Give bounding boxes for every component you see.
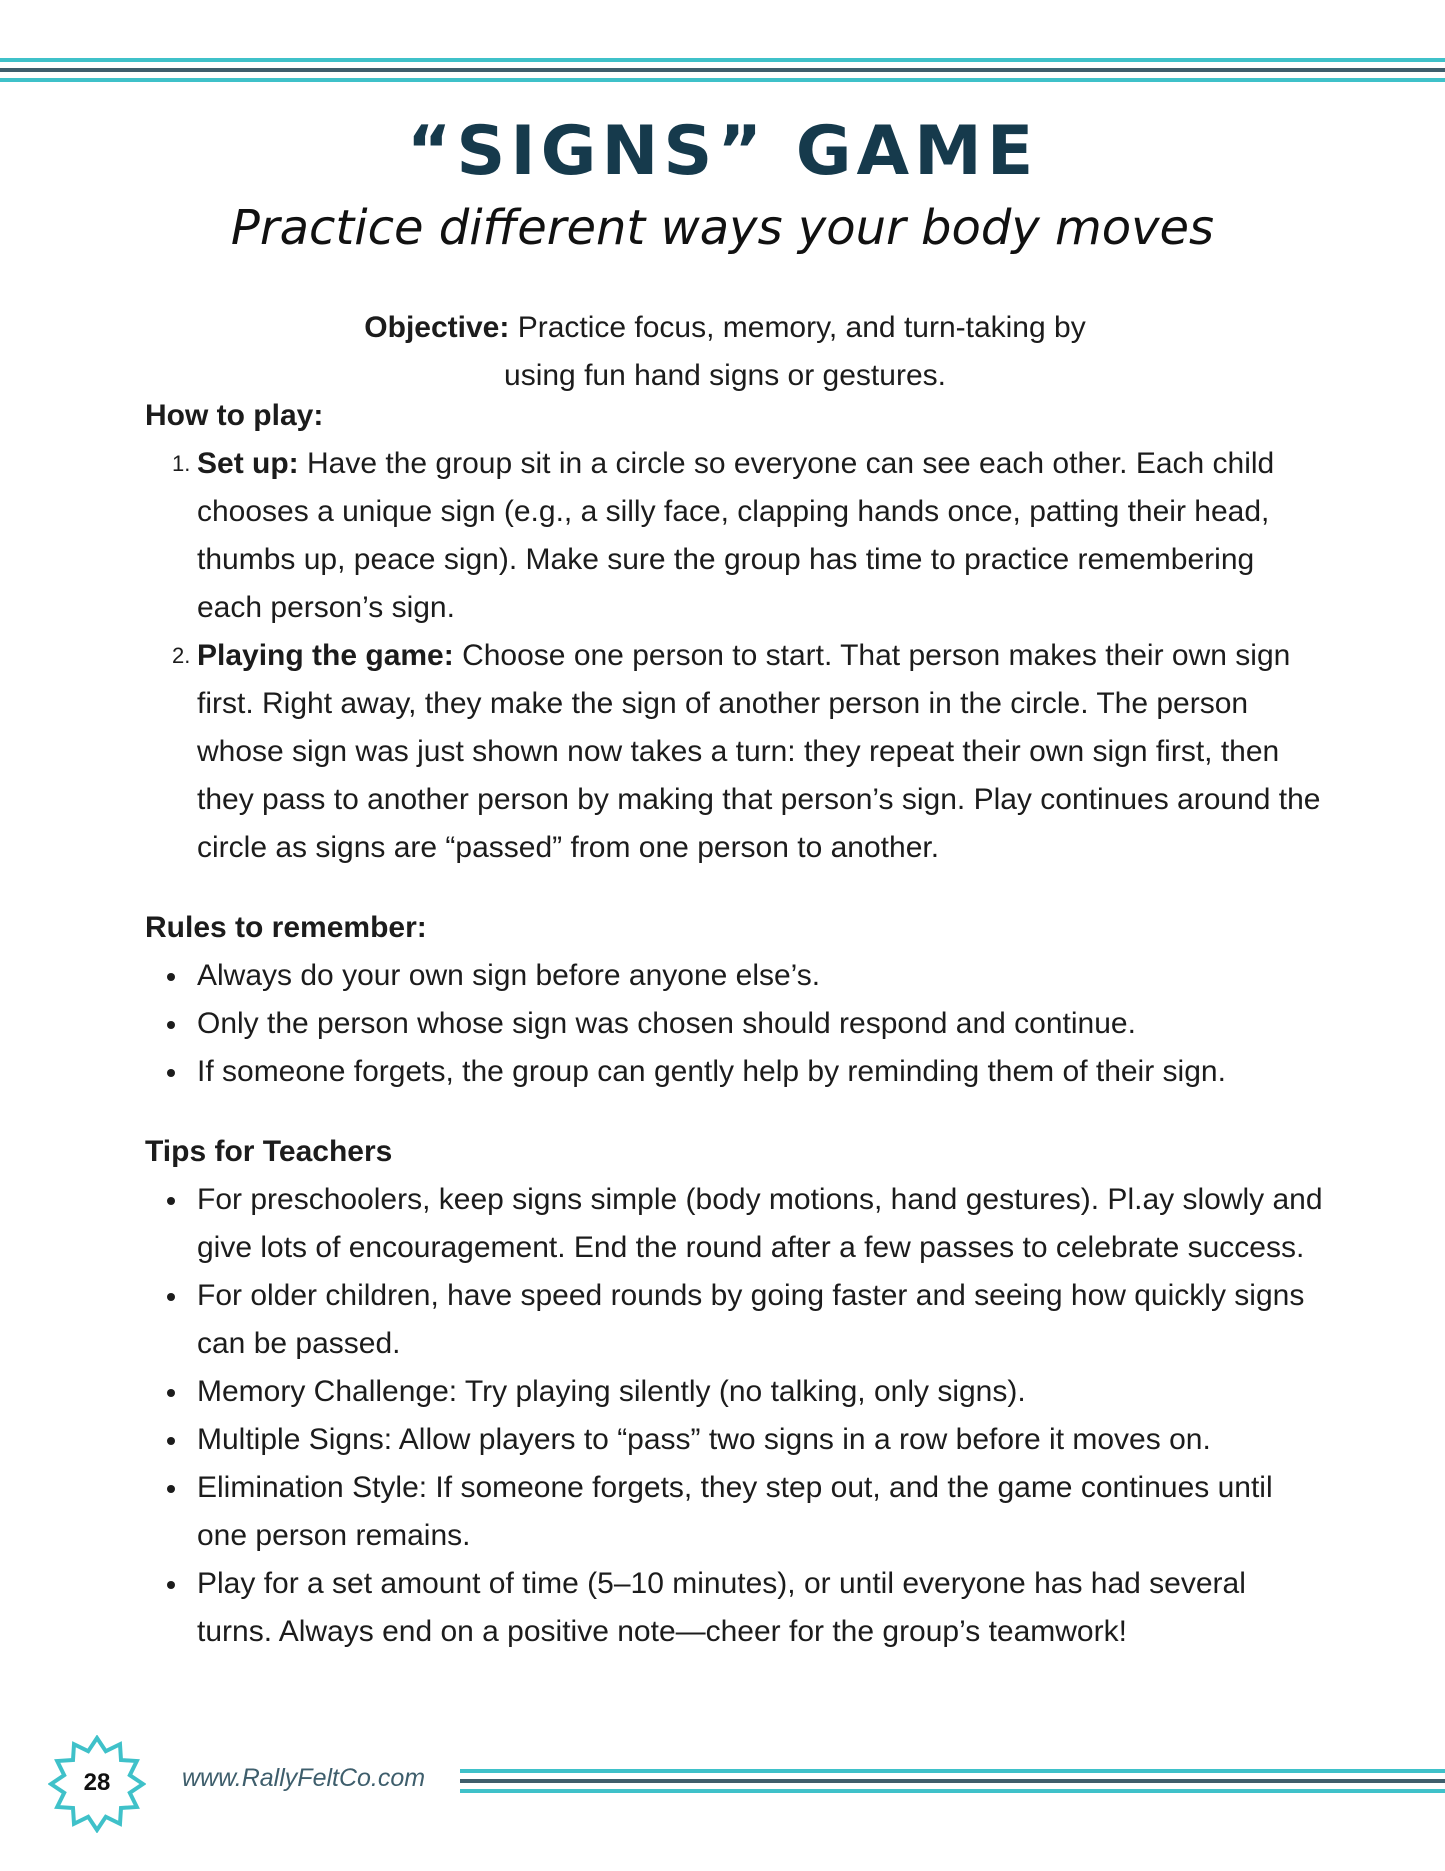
step-lead: Set up: bbox=[197, 447, 299, 480]
main-content bbox=[145, 392, 1325, 1656]
tips-list bbox=[145, 1176, 1325, 1656]
step-number: 2. bbox=[172, 643, 191, 668]
tip-item: Elimination Style: If someone forgets, they step out, and the game continues until one person remains. bbox=[145, 1464, 1325, 1560]
objective-paragraph bbox=[330, 304, 1120, 400]
rules-heading: Rules to remember: bbox=[145, 911, 427, 944]
rule-item: Always do your own sign before anyone else’s. bbox=[145, 952, 1325, 1000]
page-title: “SIGNS” GAME bbox=[406, 112, 1039, 191]
how-to-play-heading: How to play: bbox=[145, 399, 324, 432]
step-number: 1. bbox=[172, 451, 191, 476]
tip-item: For preschoolers, keep signs simple (body motions, hand gestures). Pl.ay slowly and give lots of encouragement. End the round after a few passes to celebrate success. bbox=[145, 1176, 1325, 1272]
top-decorative-rules bbox=[0, 58, 1445, 82]
footer-url: www.RallyFeltCo.com bbox=[182, 1764, 426, 1792]
tip-item: Play for a set amount of time (5–10 minutes), or until everyone has had several turns. Always end on a positive note—cheer for the group’s teamwork! bbox=[145, 1560, 1325, 1656]
tip-item: Multiple Signs: Allow players to “pass” two signs in a row before it moves on. bbox=[145, 1416, 1325, 1464]
rule-item: Only the person whose sign was chosen should respond and continue. bbox=[145, 1000, 1325, 1048]
page-subtitle: Practice different ways your body moves bbox=[230, 200, 1215, 256]
page-number-badge bbox=[48, 1735, 146, 1833]
tips-heading: Tips for Teachers bbox=[145, 1135, 393, 1168]
how-to-play-steps bbox=[145, 440, 1325, 872]
objective-label: Objective: bbox=[364, 311, 510, 344]
tip-item: Memory Challenge: Try playing silently (no talking, only signs). bbox=[145, 1368, 1325, 1416]
objective-text: Practice focus, memory, and turn-taking by using fun hand signs or gestures. bbox=[504, 311, 1086, 392]
step-item bbox=[145, 632, 1325, 872]
step-lead: Playing the game: bbox=[197, 639, 454, 672]
rule-item: If someone forgets, the group can gently help by reminding them of their sign. bbox=[145, 1048, 1325, 1096]
bottom-decorative-rules bbox=[460, 1769, 1445, 1793]
rules-list bbox=[145, 952, 1325, 1096]
step-text: Choose one person to start. That person makes their own sign first. Right away, they make the sign of another person in the circle. The person whose sign was just shown now takes a turn: they repeat their own sign first, then they pass to another person by making that person’s sign. Play continues around the circle as signs are “passed” from one person to another. bbox=[197, 639, 1321, 864]
tip-item: For older children, have speed rounds by going faster and seeing how quickly signs can be passed. bbox=[145, 1272, 1325, 1368]
step-item bbox=[145, 440, 1325, 632]
page-number: 28 bbox=[83, 1769, 111, 1796]
step-text: Have the group sit in a circle so everyone can see each other. Each child chooses a unique sign (e.g., a silly face, clapping hands once, patting their head, thumbs up, peace sign). Make sure the group has time to practice remembering each person’s sign. bbox=[197, 447, 1275, 624]
